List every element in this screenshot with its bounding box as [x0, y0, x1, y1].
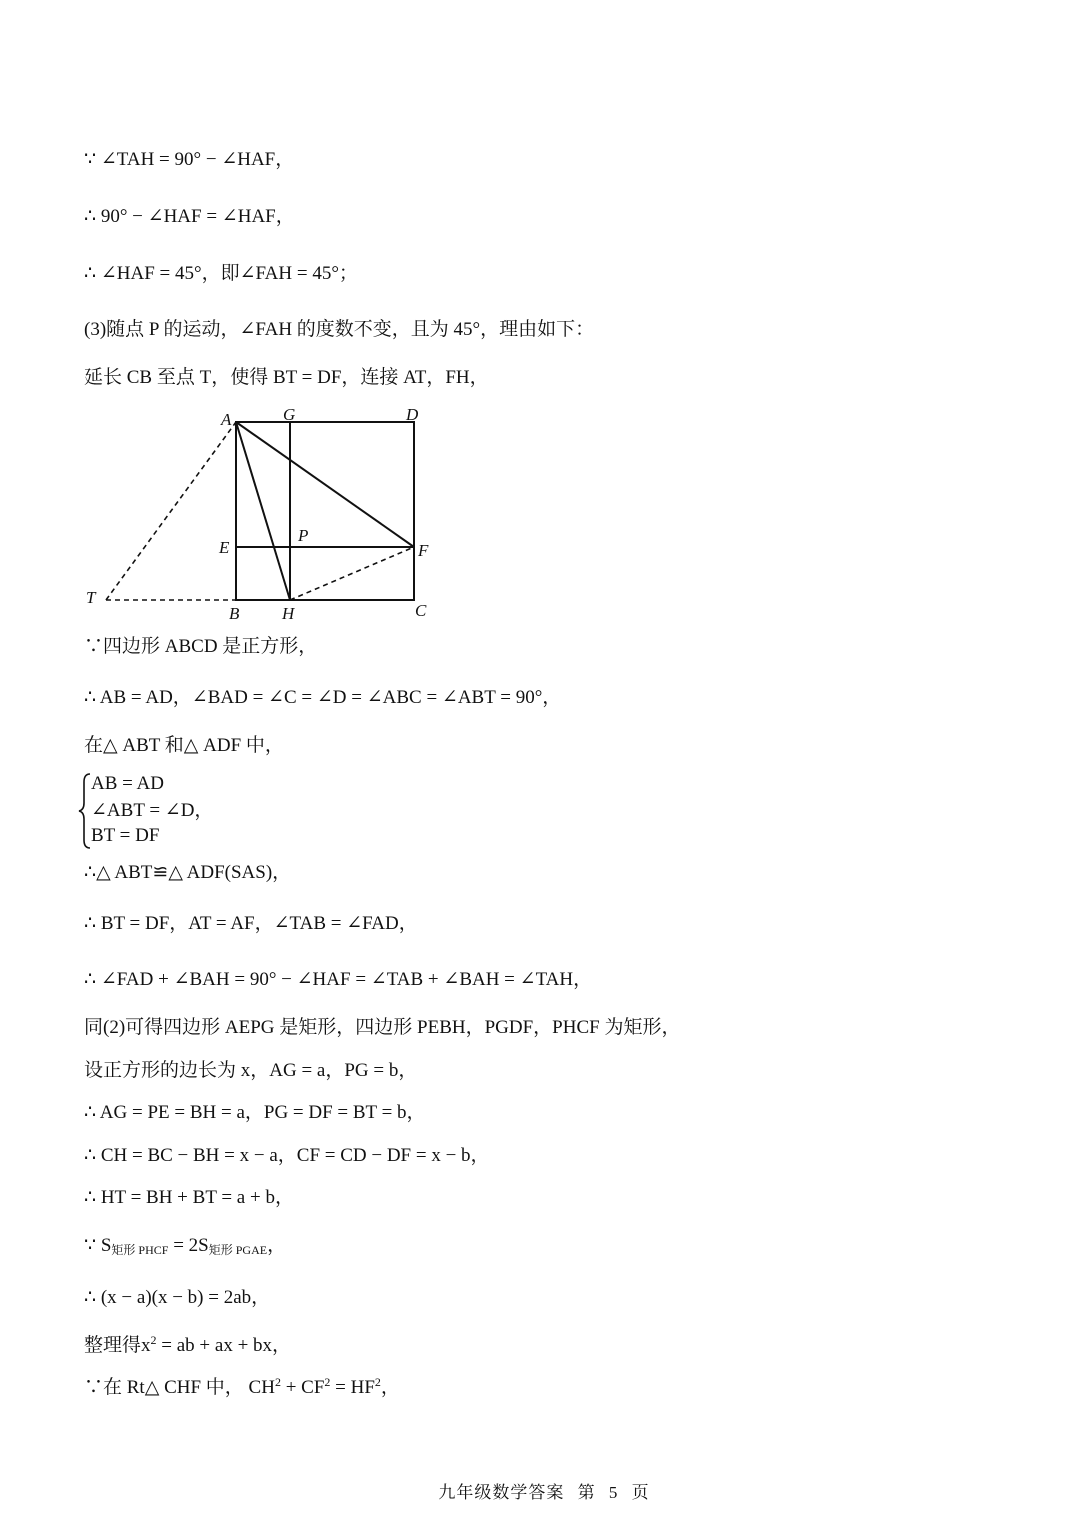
simplify-rest: = ab + ax + bx，	[156, 1335, 292, 1356]
step-line-triangles: 在△ ABT 和△ ADF 中，	[84, 735, 284, 756]
label-b: B	[229, 604, 240, 623]
pyth-ch: CH	[243, 1377, 275, 1398]
label-h: H	[282, 604, 295, 623]
equation-system	[78, 772, 278, 850]
area-mid: = 2S	[168, 1235, 209, 1256]
construction-line: 延长 CB 至点 T，使得 BT = DF，连接 AT，FH，	[84, 367, 489, 388]
step-line-2: ∴ 90° − ∠HAF = ∠HAF，	[84, 206, 295, 227]
pyth-cf: + CF	[280, 1377, 325, 1398]
pyth-end: ，	[380, 1377, 400, 1398]
area-prefix: ∵ S	[84, 1235, 112, 1256]
pyth-exp-3: 2	[374, 1375, 381, 1389]
pyth-exp-1: 2	[274, 1375, 281, 1389]
segment-hf-dashed	[290, 547, 414, 600]
segment-af	[236, 422, 414, 547]
segment-ta-dashed	[106, 422, 236, 600]
pyth-exp-2: 2	[324, 1375, 331, 1389]
step-line-area	[84, 1234, 286, 1262]
step-line-variables: 设正方形的边长为 x，AG = a，PG = b，	[84, 1060, 418, 1081]
step-line-ht: ∴ HT = BH + BT = a + b，	[84, 1187, 294, 1208]
step-line-corresponding: ∴ BT = DF，AT = AF，∠TAB = ∠FAD，	[84, 913, 418, 934]
simplify-exp: 2	[150, 1333, 157, 1347]
simplify-prefix: 整理得x	[84, 1335, 151, 1356]
footer-title: 九年级数学答案	[438, 1483, 565, 1502]
area-sub-phcf: 矩形 PHCF	[111, 1243, 169, 1257]
step-line-3: ∴ ∠HAF = 45°，即∠FAH = 45°；	[84, 263, 358, 284]
label-c: C	[415, 601, 427, 620]
step-line-ch-cf: ∴ CH = BC − BH = x − a，CF = CD − DF = x − b，	[84, 1145, 490, 1166]
label-f: F	[418, 541, 429, 560]
left-brace-icon	[78, 772, 92, 850]
geometry-figure	[80, 400, 450, 625]
footer-page-suffix: 页	[631, 1483, 650, 1502]
label-g: G	[283, 405, 296, 424]
system-row-3: BT = DF	[91, 825, 160, 846]
area-sub-pgae: 矩形 PGAE	[208, 1243, 268, 1257]
step-line-pythagoras	[84, 1370, 400, 1400]
pyth-intro: ∵在 Rt△ CHF 中，	[84, 1377, 244, 1398]
page-footer	[0, 1478, 1080, 1503]
system-row-1: AB = AD	[91, 773, 165, 794]
step-line-simplify	[84, 1328, 291, 1358]
footer-page-prefix: 第	[577, 1483, 596, 1502]
segment-ah	[236, 422, 290, 600]
part-3-heading: (3)随点 P 的运动，∠FAH 的度数不变，且为 45°，理由如下：	[84, 319, 595, 340]
label-a: A	[221, 410, 232, 429]
label-e: E	[219, 538, 230, 557]
label-d: D	[406, 405, 419, 424]
area-end: ，	[267, 1235, 287, 1256]
step-line-angle-sum: ∴ ∠FAD + ∠BAH = 90° − ∠HAF = ∠TAB + ∠BAH = ∠TAH，	[84, 969, 593, 990]
step-line-congruent: ∴△ ABT≌△ ADF(SAS)，	[84, 862, 292, 883]
step-line-square: ∵四边形 ABCD 是正方形，	[84, 636, 318, 657]
step-line-product: ∴ (x − a)(x − b) = 2ab，	[84, 1287, 271, 1308]
step-line-equalities: ∴ AB = AD，∠BAD = ∠C = ∠D = ∠ABC = ∠ABT = 90°，	[84, 687, 562, 708]
pyth-hf: = HF	[330, 1377, 375, 1398]
step-line-1: ∵ ∠TAH = 90° − ∠HAF，	[84, 149, 295, 170]
system-row-2: ∠ABT = ∠D，	[91, 800, 214, 821]
footer-page-number: 5	[608, 1483, 619, 1502]
step-line-rectangles: 同(2)可得四边形 AEPG 是矩形，四边形 PEBH，PGDF，PHCF 为矩形，	[84, 1017, 681, 1038]
step-line-lengths: ∴ AG = PE = BH = a，PG = DF = BT = b，	[84, 1102, 426, 1123]
label-p: P	[298, 526, 309, 545]
label-t: T	[86, 588, 96, 607]
